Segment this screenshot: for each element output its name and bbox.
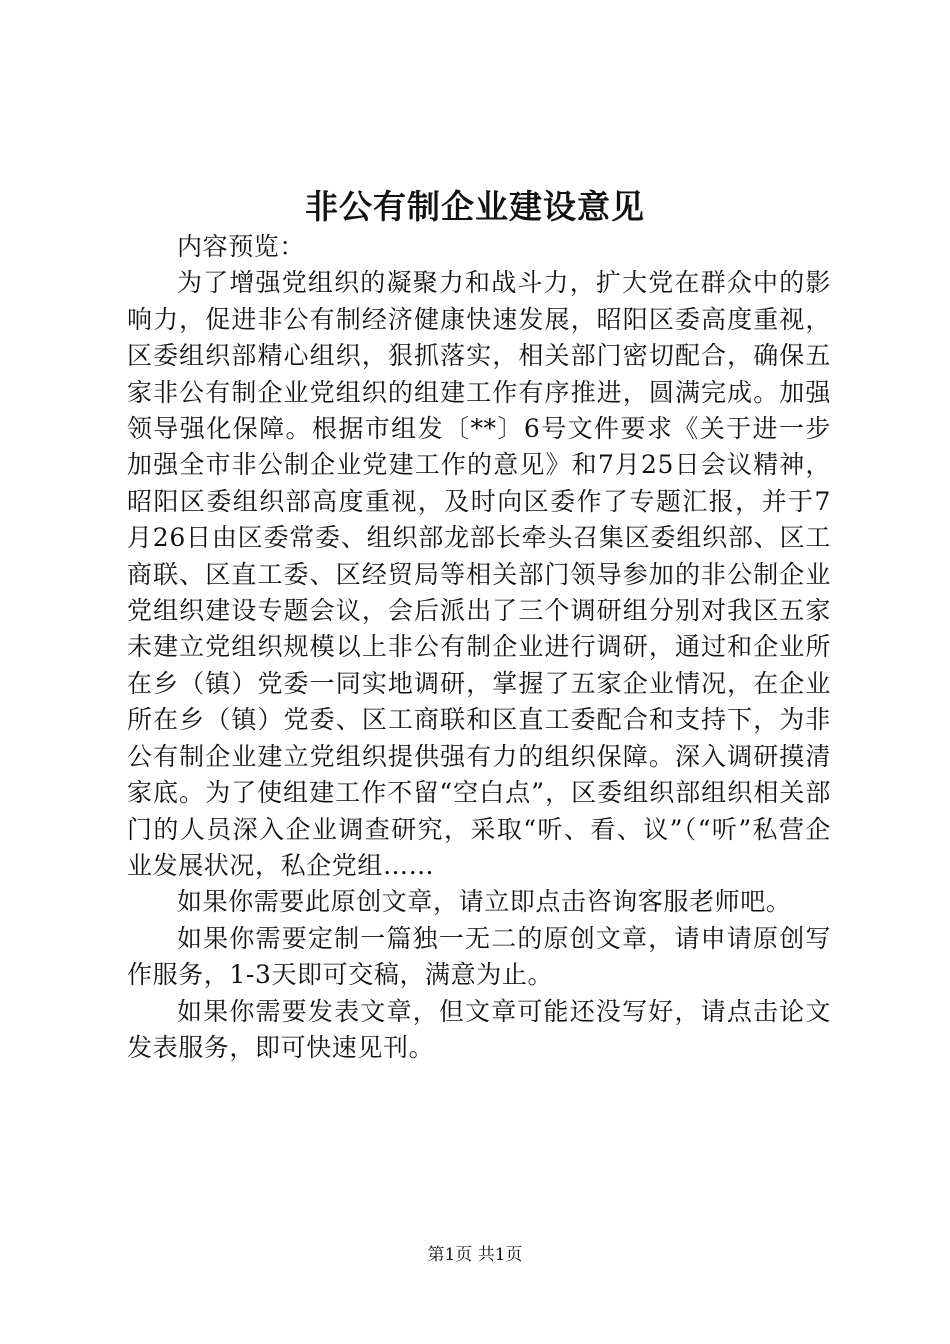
preview-label: 内容预览： [177, 232, 306, 261]
notice-custom-writing: 如果你需要定制一篇独一无二的原创文章，请申请原创写作服务，1-3天即可交稿，满意为止。 [127, 923, 831, 990]
notice-publishing: 如果你需要发表文章，但文章可能还没写好，请点击论文发表服务，即可快速见刊。 [127, 996, 831, 1062]
notice-consult: 如果你需要此原创文章，请立即点击咨询客服老师吧。 [177, 887, 792, 917]
page-number: 第1页 共1页 [427, 1245, 523, 1265]
document-body [127, 229, 831, 1066]
document-title: 非公有制企业建设意见 [305, 187, 645, 226]
preview-text: 为了增强党组织的凝聚力和战斗力，扩大党在群众中的影响力，促进非公有制经济健康快速发展，昭阳区委高度重视，区委组织部精心组织，狠抓落实，相关部门密切配合，确保五家非公有制企业党组织的组建工作有序推进，圆满完成。加强领导强化保障。根据市组发〔**〕6号文件要求《关于进一步加强全市非公制企业党建工作的意见》和7月25日会议精神，昭阳区委组织部高度重视，及时向区委作了专题汇报，并于7月26日由区委常委、组织部龙部长牵头召集区委组织部、区工商联、区直工委、区经贸局等相关部门领导参加的非公制企业党组织建设专题会议，会后派出了三个调研组分别对我区五家未建立党组织规模以上非公有制企业进行调研，通过和企业所在乡（镇）党委一同实地调研，掌握了五家企业情况，在企业所在乡（镇）党委、区工商联和区直工委配合和支持下，为非公有制企业建立党组织提供强有力的组织保障。深入调研摸清家底。为了使组建工作不留“空白点”，区委组织部组织相关部门的人员深入企业调查研究，采取“听、看、议”（“听”私营企业发展状况，私企党组…… [127, 268, 831, 880]
